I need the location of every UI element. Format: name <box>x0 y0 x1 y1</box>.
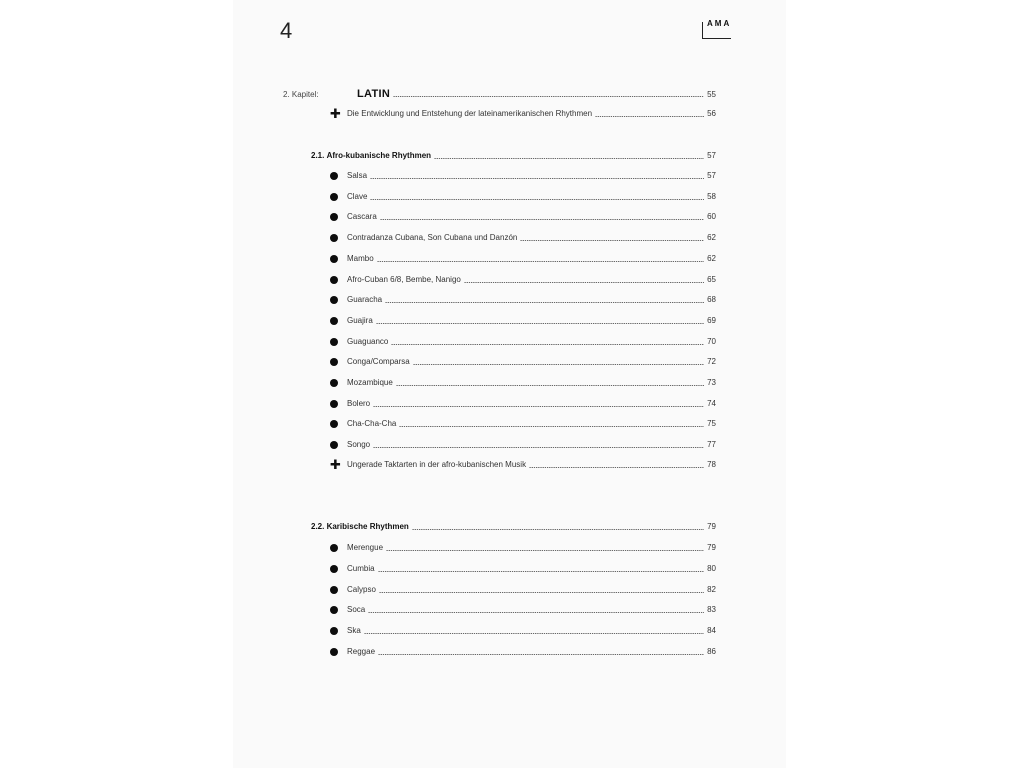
dot-leader <box>380 219 704 220</box>
toc-entry-label: Calypso <box>347 584 376 594</box>
toc-entry-label: Reggae <box>347 647 376 656</box>
toc-entry-page: 77 <box>707 440 716 450</box>
toc-entry-page: 72 <box>707 357 716 367</box>
dot-leader <box>412 529 704 530</box>
toc-entry-page: 58 <box>707 191 716 201</box>
toc-entry-page: 75 <box>707 419 716 429</box>
toc-entry-page: 70 <box>707 336 716 346</box>
toc-entry[interactable] <box>347 169 716 183</box>
dot-leader <box>378 654 704 655</box>
toc-entry[interactable] <box>347 252 716 266</box>
dot-leader <box>368 612 704 613</box>
toc-entry-label: Conga/Comparsa <box>347 357 410 367</box>
section-page: 79 <box>707 522 716 531</box>
toc-entry-label: Mambo <box>347 253 374 263</box>
toc-entry-label: Afro-Cuban 6/8, Bembe, Nanigo <box>347 274 461 284</box>
toc-entry-label: Guaracha <box>347 295 383 305</box>
bullet-icon <box>330 255 338 263</box>
toc-entry-page: 79 <box>707 543 716 552</box>
toc-entry[interactable] <box>347 417 716 431</box>
section-number: 2.2. <box>311 522 325 531</box>
bullet-icon <box>330 276 338 284</box>
bullet-icon <box>330 565 338 573</box>
section-title: Afro-kubanische Rhythmen <box>326 151 432 160</box>
toc-entry[interactable] <box>347 438 716 452</box>
toc-entry-label: Mozambique <box>347 378 393 387</box>
section-number: 2.1. <box>311 151 325 160</box>
toc-entry-page: 86 <box>707 647 716 656</box>
bullet-icon <box>330 544 338 552</box>
dot-leader <box>595 116 704 117</box>
dot-leader <box>370 199 704 200</box>
dot-leader <box>520 240 704 241</box>
toc-entry-page: 69 <box>707 315 716 325</box>
toc-entry-label: Cumbia <box>347 563 375 573</box>
toc-entry-page: 57 <box>707 171 716 180</box>
toc-entry[interactable] <box>347 231 716 245</box>
toc-entry-page: 73 <box>707 378 716 387</box>
toc-entry[interactable] <box>347 355 716 369</box>
plus-icon: ✚ <box>330 107 341 122</box>
bullet-icon <box>330 379 338 387</box>
dot-leader <box>529 467 704 468</box>
toc-entry[interactable] <box>347 190 716 204</box>
toc-entry-label: Ska <box>347 626 361 636</box>
bullet-icon <box>330 172 338 180</box>
toc-entry-label: Bolero <box>347 398 371 408</box>
bullet-icon <box>330 586 338 594</box>
toc-entry-label: Guaguanco <box>347 336 389 346</box>
toc-entry-label: Clave <box>347 191 368 201</box>
toc-entry-label: Soca <box>347 605 366 615</box>
toc-entry[interactable] <box>347 314 716 328</box>
logo-text: AMA <box>707 19 732 28</box>
toc-entry[interactable] <box>347 210 716 224</box>
toc-entry-intro[interactable] <box>347 107 716 121</box>
plus-icon: ✚ <box>330 458 341 473</box>
toc-entry-label: Songo <box>347 440 371 450</box>
dot-leader <box>370 178 704 179</box>
dot-leader <box>364 633 704 634</box>
section-heading-2-1[interactable] <box>311 149 716 163</box>
bullet-icon <box>330 648 338 656</box>
toc-entry-page: 56 <box>707 109 716 118</box>
chapter-prefix: 2. Kapitel: <box>283 90 319 99</box>
bullet-icon <box>330 400 338 408</box>
toc-entry-page: 65 <box>707 274 716 284</box>
section-heading-2-2[interactable] <box>311 520 716 534</box>
toc-entry-page: 80 <box>707 563 716 573</box>
dot-leader <box>391 344 704 345</box>
toc-entry-label: Salsa <box>347 171 368 180</box>
toc-entry-page: 62 <box>707 233 716 243</box>
dot-leader <box>378 571 705 572</box>
dot-leader <box>434 158 704 159</box>
toc-entry-page: 74 <box>707 398 716 408</box>
toc-entry[interactable] <box>347 335 716 349</box>
toc-entry[interactable] <box>347 562 716 576</box>
chapter-title: LATIN <box>357 88 391 100</box>
chapter-entry[interactable] <box>357 87 716 101</box>
toc-entry[interactable] <box>347 645 716 659</box>
chapter-page: 55 <box>707 90 716 99</box>
section-page: 57 <box>707 151 716 160</box>
dot-leader <box>373 406 704 407</box>
dot-leader <box>464 282 704 283</box>
toc-entry[interactable] <box>347 293 716 307</box>
toc-entry[interactable] <box>347 397 716 411</box>
toc-entry-label: Guajira <box>347 315 373 325</box>
dot-leader <box>377 261 704 262</box>
toc-entry[interactable] <box>347 541 716 555</box>
bullet-icon <box>330 338 338 346</box>
toc-entry-odd-meters[interactable] <box>347 458 716 472</box>
dot-leader <box>413 364 704 365</box>
dot-leader <box>376 323 704 324</box>
page-number: 4 <box>280 18 293 43</box>
toc-entry-label: Merengue <box>347 543 384 552</box>
toc-entry-page: 82 <box>707 584 716 594</box>
toc-entry-page: 62 <box>707 253 716 263</box>
toc-entry[interactable] <box>347 603 716 617</box>
dot-leader <box>379 592 704 593</box>
toc-entry-page: 84 <box>707 626 716 636</box>
toc-entry-page: 78 <box>707 460 716 469</box>
section-title: Karibische Rhythmen <box>326 522 409 531</box>
dot-leader <box>393 96 704 97</box>
toc-entry[interactable] <box>347 624 716 638</box>
dot-leader <box>396 385 704 386</box>
toc-entry-label: Cascara <box>347 212 377 222</box>
dot-leader <box>399 426 704 427</box>
bullet-icon <box>330 317 338 325</box>
toc-entry-label: Ungerade Taktarten in der afro-kubanischen Musik <box>347 460 527 469</box>
toc-entry-page: 60 <box>707 212 716 222</box>
toc-entry[interactable] <box>347 273 716 287</box>
dot-leader <box>385 302 704 303</box>
toc-entry-label: Die Entwicklung und Entstehung der lateinamerikanischen Rhythmen <box>347 109 593 118</box>
dot-leader <box>373 447 704 448</box>
publisher-logo <box>702 19 732 39</box>
toc-entry[interactable] <box>347 583 716 597</box>
toc-entry-page: 68 <box>707 295 716 305</box>
dot-leader <box>386 550 704 551</box>
bullet-icon <box>330 193 338 201</box>
toc-entry-page: 83 <box>707 605 716 615</box>
toc-entry-label: Contradanza Cubana, Son Cubana und Danzón <box>347 233 518 243</box>
toc-entry[interactable] <box>347 376 716 390</box>
toc-entry-label: Cha-Cha-Cha <box>347 419 397 429</box>
